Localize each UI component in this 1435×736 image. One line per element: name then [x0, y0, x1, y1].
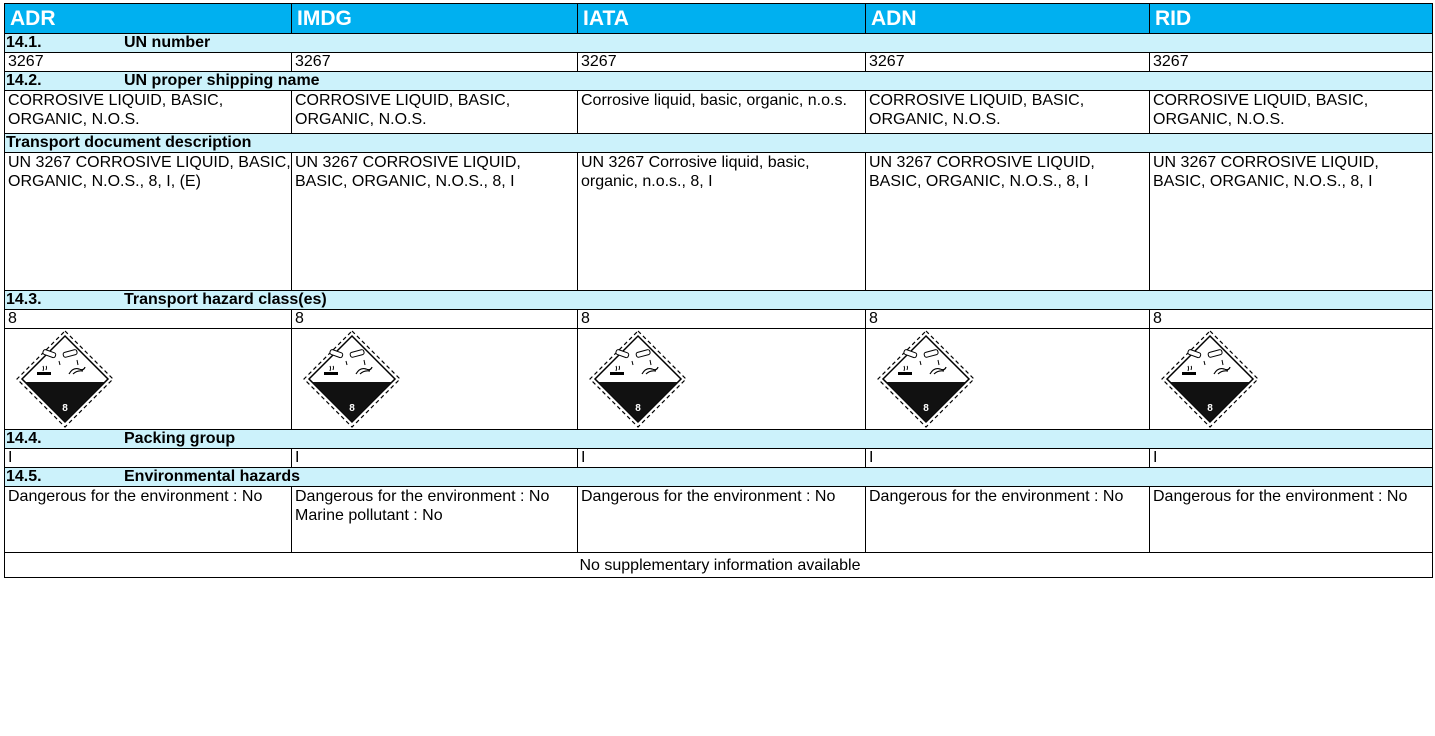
corrosive-hazard-diamond-icon	[588, 329, 688, 429]
section-title: Transport hazard class(es)	[124, 291, 327, 308]
section-number: 14.1.	[6, 34, 42, 51]
packing-group-rid: I	[1150, 449, 1433, 468]
hazard-class-imdg: 8	[292, 310, 578, 329]
transport-doc-rid: UN 3267 CORROSIVE LIQUID, BASIC, ORGANIC, N.O.S., 8, I	[1150, 153, 1433, 291]
section-number: 14.5.	[6, 468, 42, 485]
section-number: 14.4.	[6, 430, 42, 447]
hazard-class-adr: 8	[5, 310, 292, 329]
section-title: Transport document description	[5, 134, 1433, 153]
hazard-class-adn: 8	[866, 310, 1150, 329]
section-title: Environmental hazards	[124, 468, 301, 485]
svg-text:8: 8	[349, 403, 355, 414]
un-number-imdg: 3267	[292, 53, 578, 72]
environmental-iata	[578, 487, 866, 553]
section-heading-packing-group	[5, 430, 1433, 449]
environmental-row	[5, 487, 1433, 553]
un-number-iata: 3267	[578, 53, 866, 72]
packing-group-row	[5, 449, 1433, 468]
mode-imdg: IMDG	[292, 4, 578, 34]
transport-doc-imdg: UN 3267 CORROSIVE LIQUID, BASIC, ORGANIC, N.O.S., 8, I	[292, 153, 578, 291]
hazard-class-row	[5, 310, 1433, 329]
mode-iata: IATA	[578, 4, 866, 34]
environment-danger-text: Dangerous for the environment : No	[1153, 488, 1408, 505]
environment-danger-text: Dangerous for the environment : No	[581, 488, 836, 505]
un-number-row	[5, 53, 1433, 72]
packing-group-iata: I	[578, 449, 866, 468]
environmental-rid	[1150, 487, 1433, 553]
supplementary-row	[5, 553, 1433, 578]
mode-adn: ADN	[866, 4, 1150, 34]
svg-text:8: 8	[635, 403, 641, 414]
transport-doc-row	[5, 153, 1433, 291]
packing-group-imdg: I	[292, 449, 578, 468]
un-number-rid: 3267	[1150, 53, 1433, 72]
shipping-name-adn: CORROSIVE LIQUID, BASIC, ORGANIC, N.O.S.	[866, 91, 1150, 134]
section-heading-shipping-name	[5, 72, 1433, 91]
hazard-class-rid: 8	[1150, 310, 1433, 329]
svg-text:8: 8	[62, 403, 68, 414]
shipping-name-imdg: CORROSIVE LIQUID, BASIC, ORGANIC, N.O.S.	[292, 91, 578, 134]
section-heading-transport-doc	[5, 134, 1433, 153]
svg-text:8: 8	[1207, 403, 1213, 414]
section-heading-un-number	[5, 34, 1433, 53]
environmental-adr	[5, 487, 292, 553]
shipping-name-rid: CORROSIVE LIQUID, BASIC, ORGANIC, N.O.S.	[1150, 91, 1433, 134]
mode-adr: ADR	[5, 4, 292, 34]
un-number-adr: 3267	[5, 53, 292, 72]
mode-rid: RID	[1150, 4, 1433, 34]
section-heading-hazard-class	[5, 291, 1433, 310]
transport-info-table	[4, 3, 1433, 578]
un-number-adn: 3267	[866, 53, 1150, 72]
marine-pollutant-text: Marine pollutant : No	[295, 507, 443, 524]
supplementary-info: No supplementary information available	[5, 553, 1433, 578]
hazard-class-iata: 8	[578, 310, 866, 329]
shipping-name-adr: CORROSIVE LIQUID, BASIC, ORGANIC, N.O.S.	[5, 91, 292, 134]
transport-doc-adr: UN 3267 CORROSIVE LIQUID, BASIC, ORGANIC, N.O.S., 8, I, (E)	[5, 153, 292, 291]
transport-mode-header	[5, 4, 1433, 34]
packing-group-adn: I	[866, 449, 1150, 468]
section-heading-environmental	[5, 468, 1433, 487]
shipping-name-row	[5, 91, 1433, 134]
section-title: UN number	[124, 34, 211, 51]
transport-doc-adn: UN 3267 CORROSIVE LIQUID, BASIC, ORGANIC, N.O.S., 8, I	[866, 153, 1150, 291]
environment-danger-text: Dangerous for the environment : No	[869, 488, 1124, 505]
section-number: 14.2.	[6, 72, 42, 89]
environment-danger-text: Dangerous for the environment : No	[8, 488, 263, 505]
section-number: 14.3.	[6, 291, 42, 308]
packing-group-adr: I	[5, 449, 292, 468]
shipping-name-iata: Corrosive liquid, basic, organic, n.o.s.	[578, 91, 866, 134]
corrosive-hazard-diamond-icon	[1160, 329, 1260, 429]
corrosive-hazard-diamond-icon	[302, 329, 402, 429]
environmental-imdg	[292, 487, 578, 553]
svg-text:8: 8	[923, 403, 929, 414]
section-title: UN proper shipping name	[124, 72, 320, 89]
hazard-label-row	[5, 329, 1433, 430]
transport-doc-iata: UN 3267 Corrosive liquid, basic, organic, n.o.s., 8, I	[578, 153, 866, 291]
corrosive-hazard-diamond-icon	[15, 329, 115, 429]
corrosive-hazard-diamond-icon	[876, 329, 976, 429]
environment-danger-text: Dangerous for the environment : No	[295, 488, 550, 505]
environmental-adn	[866, 487, 1150, 553]
section-title: Packing group	[124, 430, 236, 447]
